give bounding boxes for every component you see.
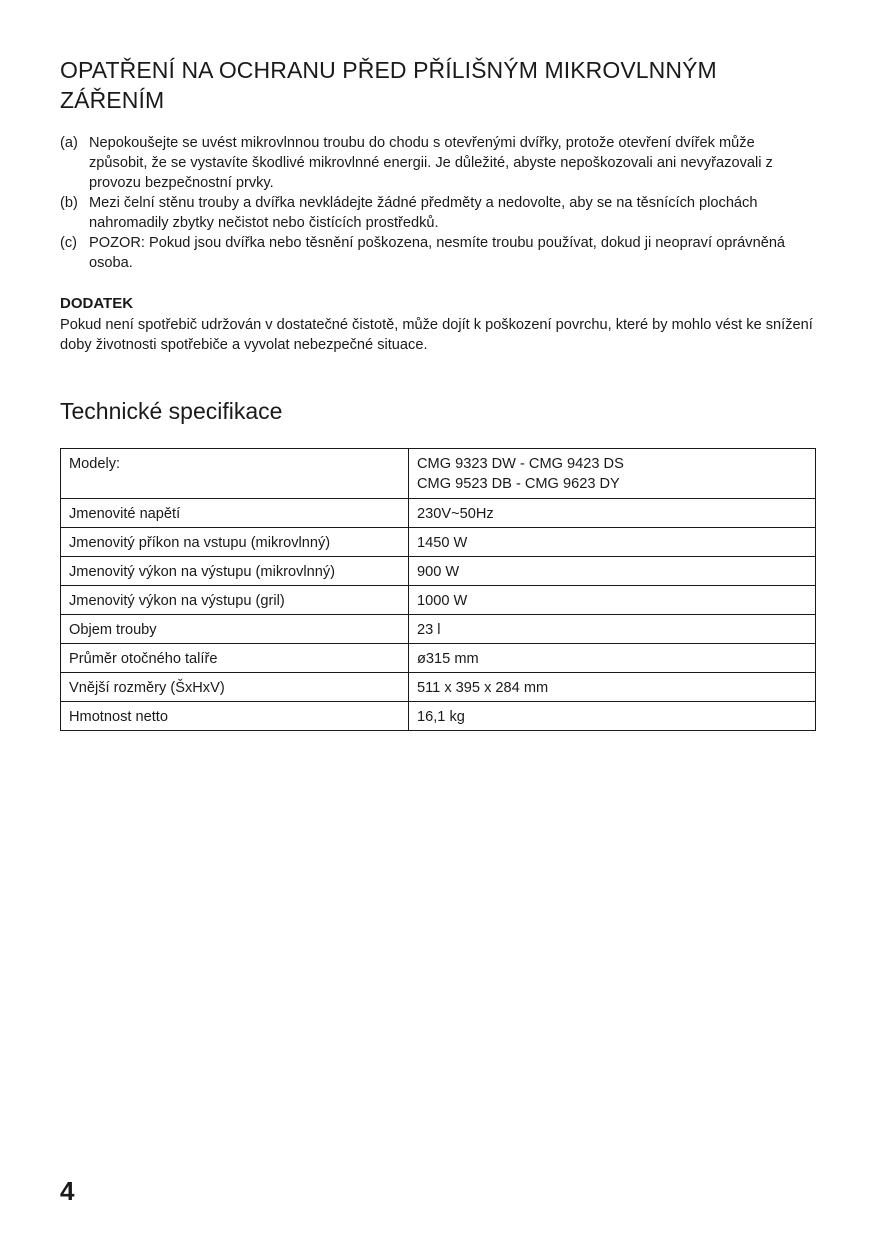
model-line: CMG 9523 DB - CMG 9623 DY xyxy=(417,476,620,492)
page-title: OPATŘENÍ NA OCHRANU PŘED PŘÍLIŠNÝM MIKROVLNNÝM ZÁŘENÍM xyxy=(60,57,717,113)
table-row xyxy=(61,615,816,644)
table-row xyxy=(61,449,816,499)
spec-label: Jmenovitý výkon na výstupu (gril) xyxy=(61,586,409,615)
list-item-text: POZOR: Pokud jsou dvířka nebo těsnění poškozena, nesmíte troubu používat, dokud ji neopraví oprávněná osoba. xyxy=(89,235,786,271)
list-item xyxy=(60,233,816,273)
spec-label: Vnější rozměry (ŠxHxV) xyxy=(61,673,409,702)
spec-value: 1450 W xyxy=(409,528,816,557)
spec-label: Jmenovitý výkon na výstupu (mikrovlnný) xyxy=(61,557,409,586)
list-item-text: Nepokoušejte se uvést mikrovlnnou troubu do chodu s otevřenými dvířky, protože otevření dvířek může způsobit, že se vystavíte škodlivé mikrovlnné energii. Je důležité, abyste nepoškozovali ani nevyřazovali z provozu bezpečnostní prvky. xyxy=(89,135,773,191)
spec-value: 511 x 395 x 284 mm xyxy=(409,673,816,702)
spec-label: Objem trouby xyxy=(61,615,409,644)
table-row xyxy=(61,673,816,702)
list-item xyxy=(60,133,816,193)
page-number: 4 xyxy=(60,1176,75,1206)
spec-value: 1000 W xyxy=(409,586,816,615)
spec-value: 900 W xyxy=(409,557,816,586)
list-marker: (b) xyxy=(60,195,78,211)
model-line: CMG 9323 DW - CMG 9423 DS xyxy=(417,456,624,472)
spec-value xyxy=(409,449,816,499)
spec-value: 230V~50Hz xyxy=(409,499,816,528)
spec-value: 23 l xyxy=(409,615,816,644)
table-row xyxy=(61,702,816,731)
addendum-title: DODATEK xyxy=(60,295,134,312)
list-marker: (c) xyxy=(60,235,78,251)
specs-table xyxy=(60,448,816,731)
table-row xyxy=(61,528,816,557)
spec-label: Jmenovitý příkon na vstupu (mikrovlnný) xyxy=(61,528,409,557)
warning-list xyxy=(60,133,816,273)
spec-label: Modely: xyxy=(61,449,409,499)
table-row xyxy=(61,557,816,586)
spec-value: 16,1 kg xyxy=(409,702,816,731)
table-row xyxy=(61,644,816,673)
spec-label: Průměr otočného talíře xyxy=(61,644,409,673)
addendum-text: Pokud není spotřebič udržován v dostatečné čistotě, může dojít k poškození povrchu, které by mohlo vést ke snížení doby životnosti spotřebiče a vyvolat nebezpečné situace. xyxy=(60,317,813,353)
spec-label: Hmotnost netto xyxy=(61,702,409,731)
specs-title: Technické specifikace xyxy=(60,398,283,424)
list-marker: (a) xyxy=(60,135,78,151)
list-item xyxy=(60,193,816,233)
spec-value: ø315 mm xyxy=(409,644,816,673)
list-item-text: Mezi čelní stěnu trouby a dvířka nevkládejte žádné předměty a nedovolte, aby se na těsnících plochách nahromadily zbytky nečistot nebo čistících prostředků. xyxy=(89,195,758,231)
table-row xyxy=(61,586,816,615)
spec-label: Jmenovité napětí xyxy=(61,499,409,528)
table-row xyxy=(61,499,816,528)
